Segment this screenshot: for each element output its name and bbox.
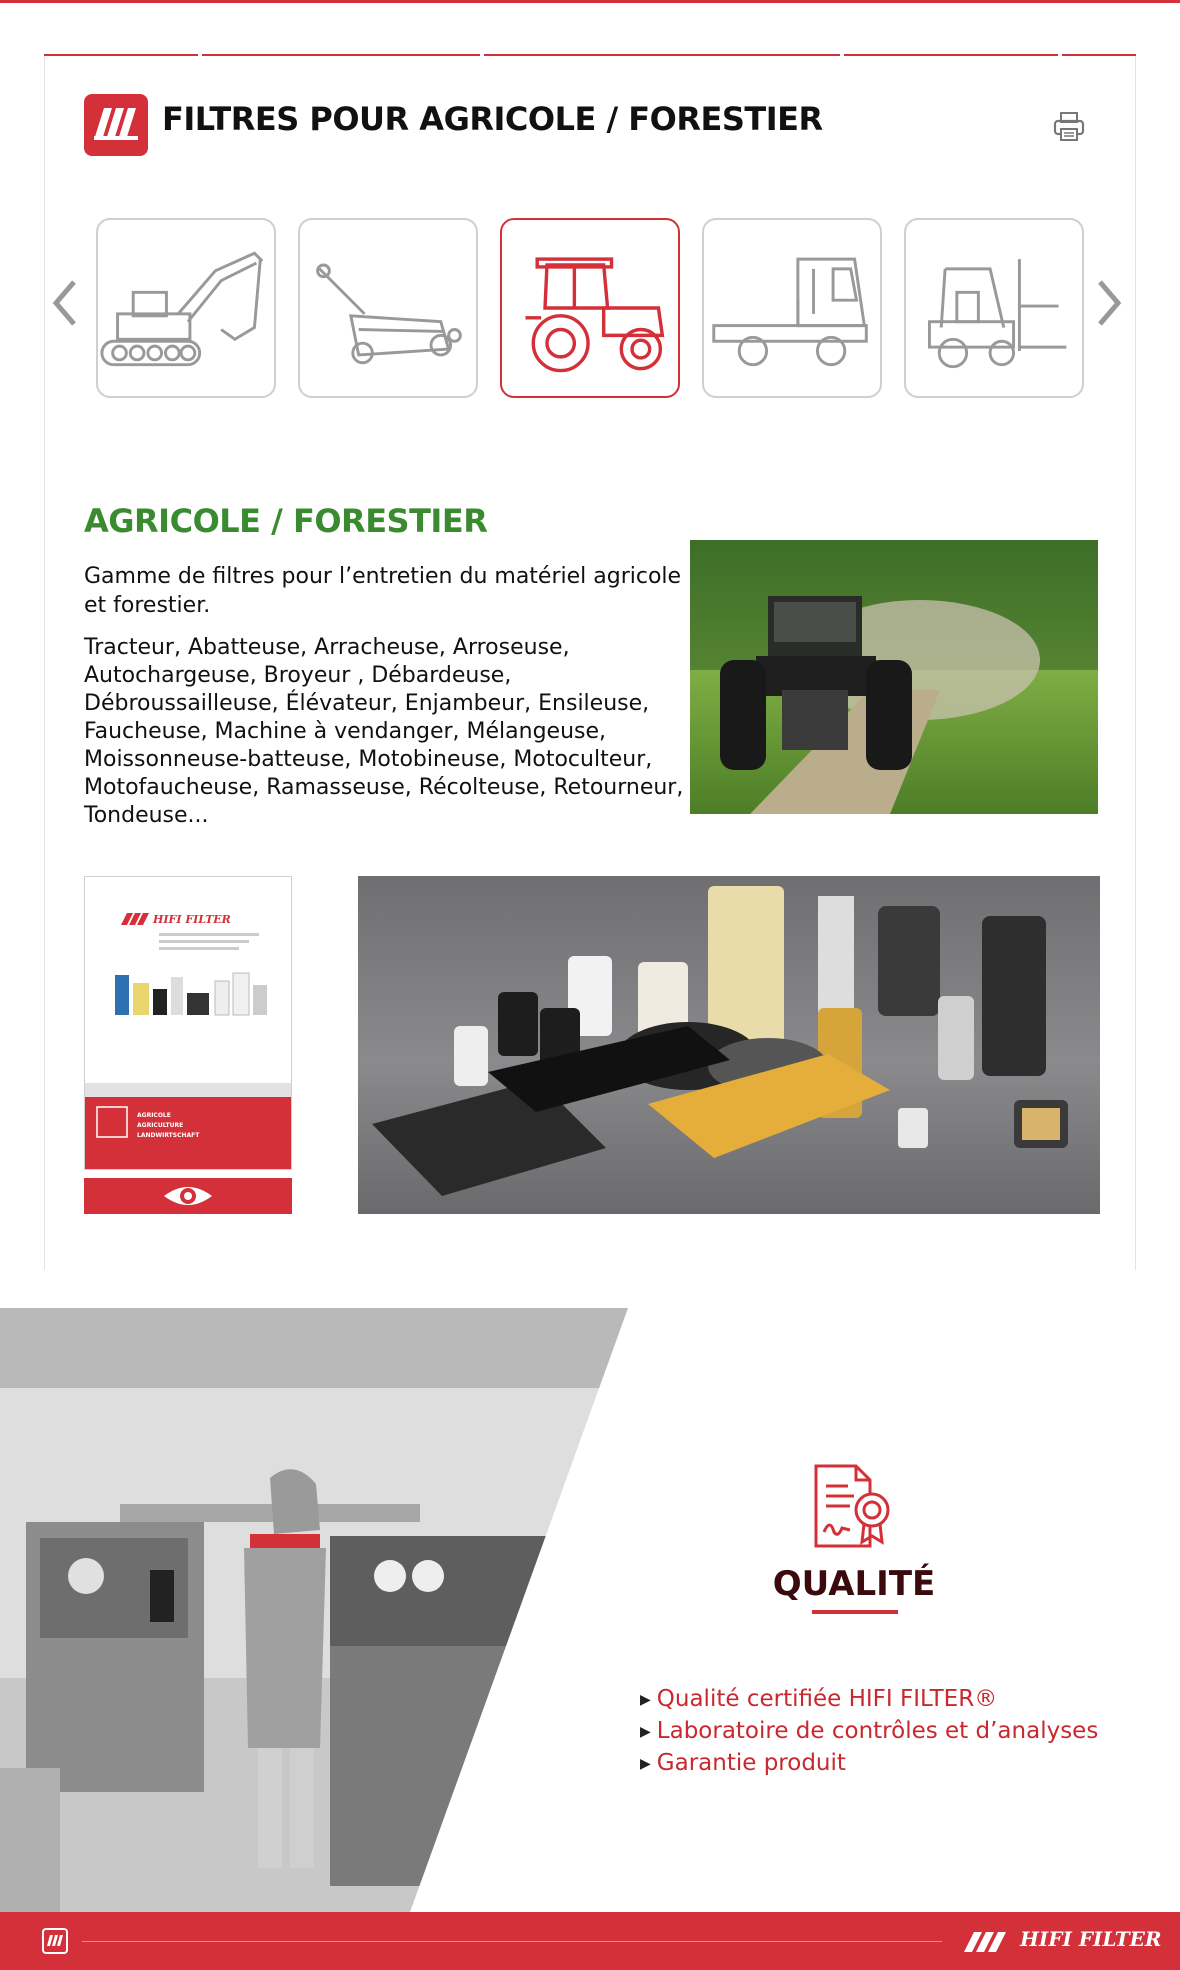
tractor-photo [690, 540, 1098, 814]
footer-brand[interactable]: HIFI FILTER [1020, 1927, 1162, 1951]
page-title: FILTRES POUR AGRICOLE / FORESTIER [162, 100, 823, 138]
quality-item-label: Garantie produit [656, 1750, 846, 1776]
category-tile-truck[interactable] [702, 218, 882, 398]
chevron-right-icon[interactable] [1090, 278, 1126, 328]
quality-item-label: Laboratoire de contrôles et d’analyses [656, 1718, 1099, 1744]
brochure-tag-2: AGRICULTURE [137, 1122, 184, 1129]
tractor-icon [502, 220, 678, 396]
footer-bar [0, 1912, 1180, 1970]
quality-item-label: Qualité certifiée HIFI FILTER® [656, 1686, 998, 1712]
quality-list [640, 1684, 1098, 1780]
category-tile-tractor[interactable] [500, 218, 680, 398]
section-title: AGRICOLE / FORESTIER [84, 502, 488, 540]
brand-logo-icon [84, 94, 148, 156]
view-catalog-button[interactable] [84, 1178, 292, 1214]
triangle-bullet-icon: ▶ [640, 1724, 651, 1740]
top-accent-line [0, 0, 1180, 3]
lawnmower-icon [300, 220, 476, 396]
brochure-tag-3: LANDWIRTSCHAFT [137, 1132, 200, 1139]
filters-products-photo [358, 876, 1100, 1214]
brochure-tag-1: AGRICOLE [137, 1112, 171, 1119]
certificate-icon [810, 1462, 896, 1550]
quality-underline [812, 1610, 898, 1614]
footer-logo-icon[interactable] [42, 1928, 68, 1954]
footer-divider [82, 1941, 942, 1942]
quality-title: QUALITÉ [772, 1564, 936, 1604]
section-intro: Gamme de filtres pour l’entretien du matériel agricole et forestier. [84, 564, 682, 618]
excavator-icon [98, 220, 274, 396]
category-tile-excavator[interactable] [96, 218, 276, 398]
category-tile-forklift[interactable] [904, 218, 1084, 398]
brochure-brand: HIFI FILTER [153, 913, 231, 926]
catalog-brochure[interactable] [84, 876, 292, 1170]
triangle-bullet-icon: ▶ [640, 1756, 651, 1772]
chevron-left-icon[interactable] [48, 278, 84, 328]
forklift-icon [906, 220, 1082, 396]
triangle-bullet-icon: ▶ [640, 1692, 651, 1708]
quality-item [640, 1684, 1098, 1716]
printer-icon[interactable] [1052, 110, 1086, 144]
machine-list: Tracteur, Abatteuse, Arracheuse, Arroseuse, Autochargeuse, Broyeur , Débardeuse, Débroussailleuse, Élévateur, Enjambeur, Ensileuse, Faucheuse, Machine à vendanger, Mélangeuse, Moissonneuse-batteuse, Motobineuse, Motoculteur, Motofaucheuse, Ramasseuse, Récolteuse, Retourneur, Tondeuse... [84, 635, 684, 828]
quality-item [640, 1716, 1098, 1748]
category-tile-lawnmower[interactable] [298, 218, 478, 398]
truck-icon [704, 220, 880, 396]
eye-icon [84, 1178, 292, 1214]
laboratory-photo [0, 1308, 630, 1912]
quality-item [640, 1748, 1098, 1780]
